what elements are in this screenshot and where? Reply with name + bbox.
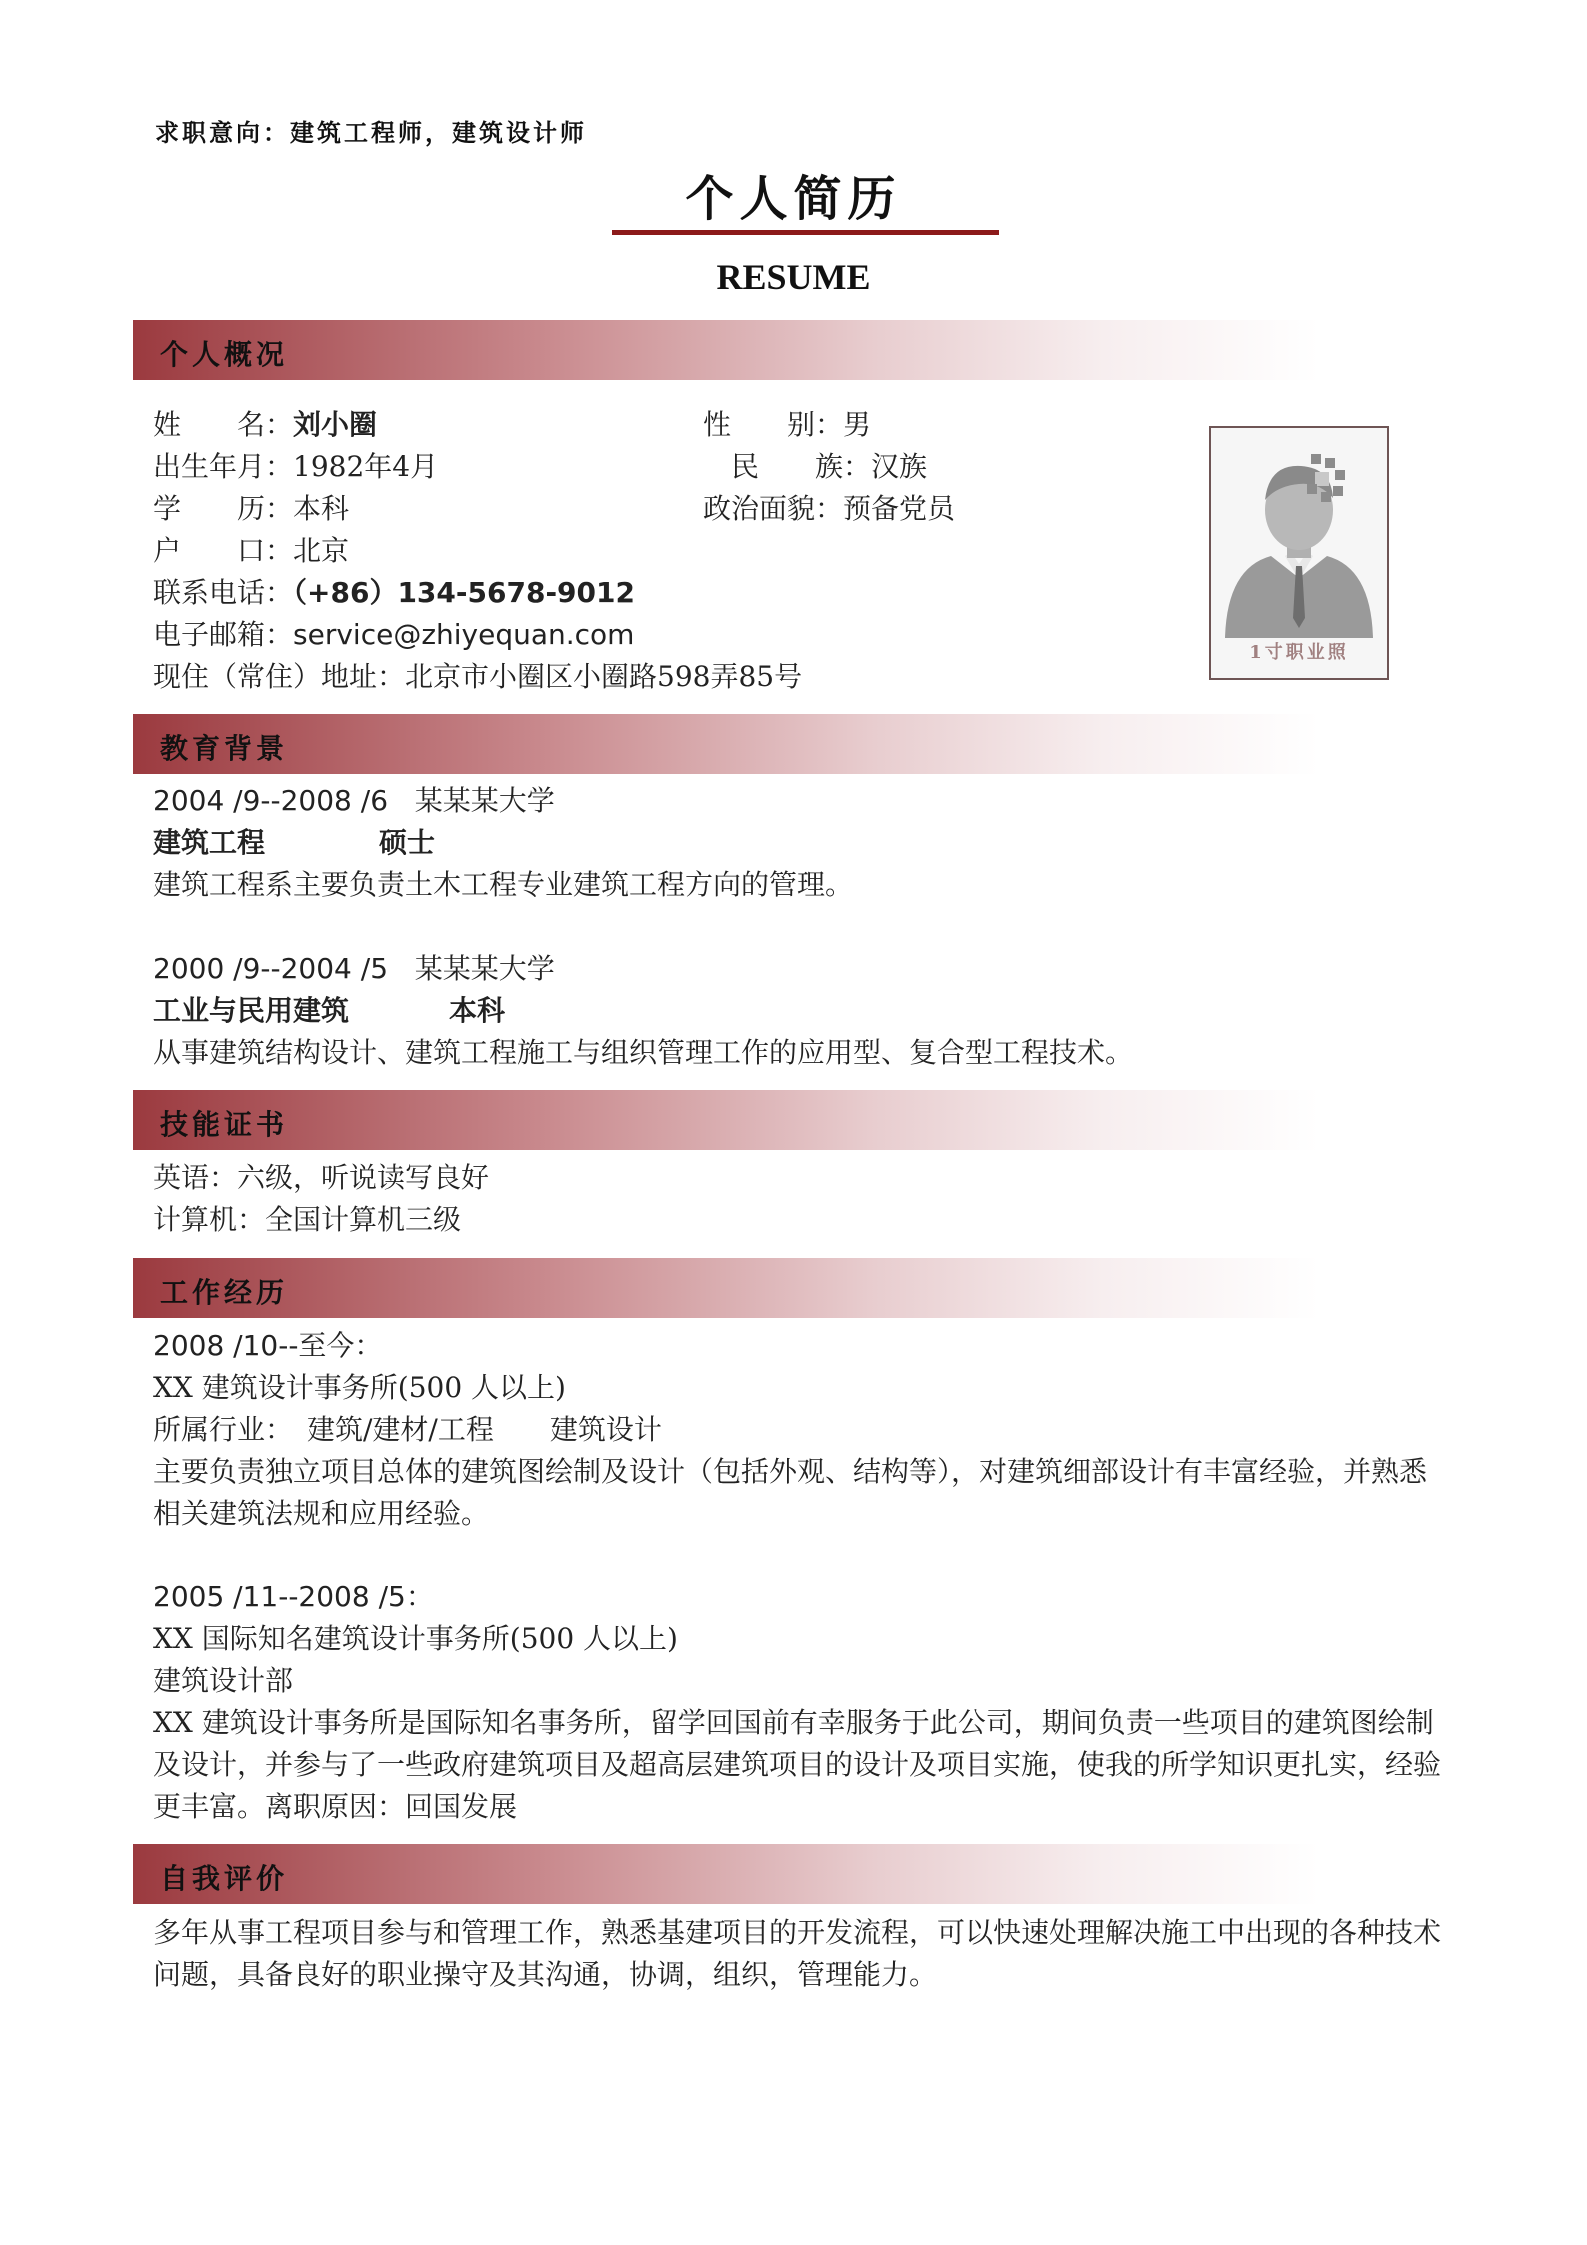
edu-major: 建筑工程 [153,826,266,859]
resume-title-cn: 个人简历 [685,171,902,227]
edu-major: 工业与民用建筑 [153,994,350,1027]
email-value: service@zhiyequan.com [293,618,635,651]
section-title: 教育背景 [160,732,289,765]
skill-computer: 计算机：全国计算机三级 [153,1203,462,1236]
section-header-self-eval [133,1844,1481,1904]
section-title: 个人概况 [160,338,289,371]
work-1-industry: 所属行业： 建筑/建材/工程 建筑设计 [153,1413,662,1446]
edu-2-desc: 从事建筑结构设计、建筑工程施工与组织管理工作的应用型、复合型工程技术。 [153,1036,1134,1069]
phone-value: （+86）134-5678-9012 [293,576,635,609]
phone-label: 联系电话： [153,576,294,609]
work-2-desc-line3: 更丰富。离职原因：回国发展 [153,1790,518,1823]
section-title: 自我评价 [160,1862,289,1895]
profile-address-row [153,656,802,698]
political-label: 政治面貌： [703,492,844,525]
job-objective: 求职意向：建筑工程师，建筑设计师 [155,118,587,147]
edu-degree: 硕士 [379,826,436,859]
section-header-skills [133,1090,1481,1150]
edu-school: 某某某大学 [414,952,555,985]
work-2-period: 2005 /11--2008 /5： [153,1580,434,1613]
email-label: 电子邮箱： [153,618,294,651]
work-1-company: XX 建筑设计事务所(500 人以上) [153,1371,566,1404]
skill-english: 英语：六级，听说读写良好 [153,1161,490,1194]
profile-name-row [153,404,377,446]
profile-ethnic-row [731,446,927,488]
birth-value: 1982年4月 [293,450,439,483]
section-title: 技能证书 [160,1108,289,1141]
profile-political-row [703,488,955,530]
work-1-desc-line1: 主要负责独立项目总体的建筑图绘制及设计（包括外观、结构等），对建筑细部设计有丰富经验，并熟悉 [153,1455,1428,1488]
political-value: 预备党员 [843,492,956,525]
section-header-work [133,1258,1481,1318]
name-label: 姓 名： [153,408,294,441]
resume-title-en: RESUME [716,257,871,297]
work-2-industry: 建筑设计部 [153,1664,294,1697]
birth-label: 出生年月： [153,450,294,483]
section-header-education [133,714,1481,774]
address-value: 北京市小圈区小圈路598弄85号 [405,660,803,693]
edu-period: 2000 /9--2004 /5 [153,952,389,985]
edu-1-major-row [153,822,435,864]
ethnic-value: 汉族 [871,450,928,483]
work-2-company: XX 国际知名建筑设计事务所(500 人以上) [153,1622,678,1655]
profile-edu-row [153,488,349,530]
hukou-label: 户 口： [153,534,294,567]
section-header-profile [133,320,1481,380]
name-value: 刘小圈 [293,408,378,441]
edu-2-header [153,948,555,990]
work-2-desc-line2: 及设计，并参与了一些政府建筑项目及超高层建筑项目的设计及项目实施，使我的所学知识更扎实，经验 [153,1748,1442,1781]
edu-school: 某某某大学 [414,784,555,817]
ethnic-label: 民 族： [731,450,872,483]
profile-phone-row [153,572,635,614]
profile-gender-row [703,404,871,446]
edu-1-header [153,780,555,822]
edu-label: 学 历： [153,492,294,525]
profile-birth-row [153,446,438,488]
edu-period: 2004 /9--2008 /6 [153,784,389,817]
gender-value: 男 [843,408,872,441]
self-eval-line1: 多年从事工程项目参与和管理工作，熟悉基建项目的开发流程，可以快速处理解决施工中出现的各种技术 [153,1916,1442,1949]
profile-email-row [153,614,634,656]
edu-1-desc: 建筑工程系主要负责土木工程专业建筑工程方向的管理。 [153,868,854,901]
section-title: 工作经历 [160,1276,289,1309]
self-eval-line2: 问题，具备良好的职业操守及其沟通，协调，组织，管理能力。 [153,1958,938,1991]
work-2-desc-line1: XX 建筑设计事务所是国际知名事务所，留学回国前有幸服务于此公司，期间负责一些项目的建筑图绘制 [153,1706,1434,1739]
work-1-desc-line2: 相关建筑法规和应用经验。 [153,1497,490,1530]
address-label: 现住（常住）地址： [153,660,406,693]
edu-degree: 本科 [449,994,506,1027]
profile-photo [1209,426,1389,680]
edu-2-major-row [153,990,505,1032]
gender-label: 性 别： [703,408,844,441]
photo-caption: 1寸职业照 [1249,642,1349,663]
profile-hukou-row [153,530,349,572]
work-1-period: 2008 /10--至今： [153,1329,383,1362]
title-underline [612,230,999,235]
edu-value: 本科 [293,492,350,525]
hukou-value: 北京 [293,534,350,567]
